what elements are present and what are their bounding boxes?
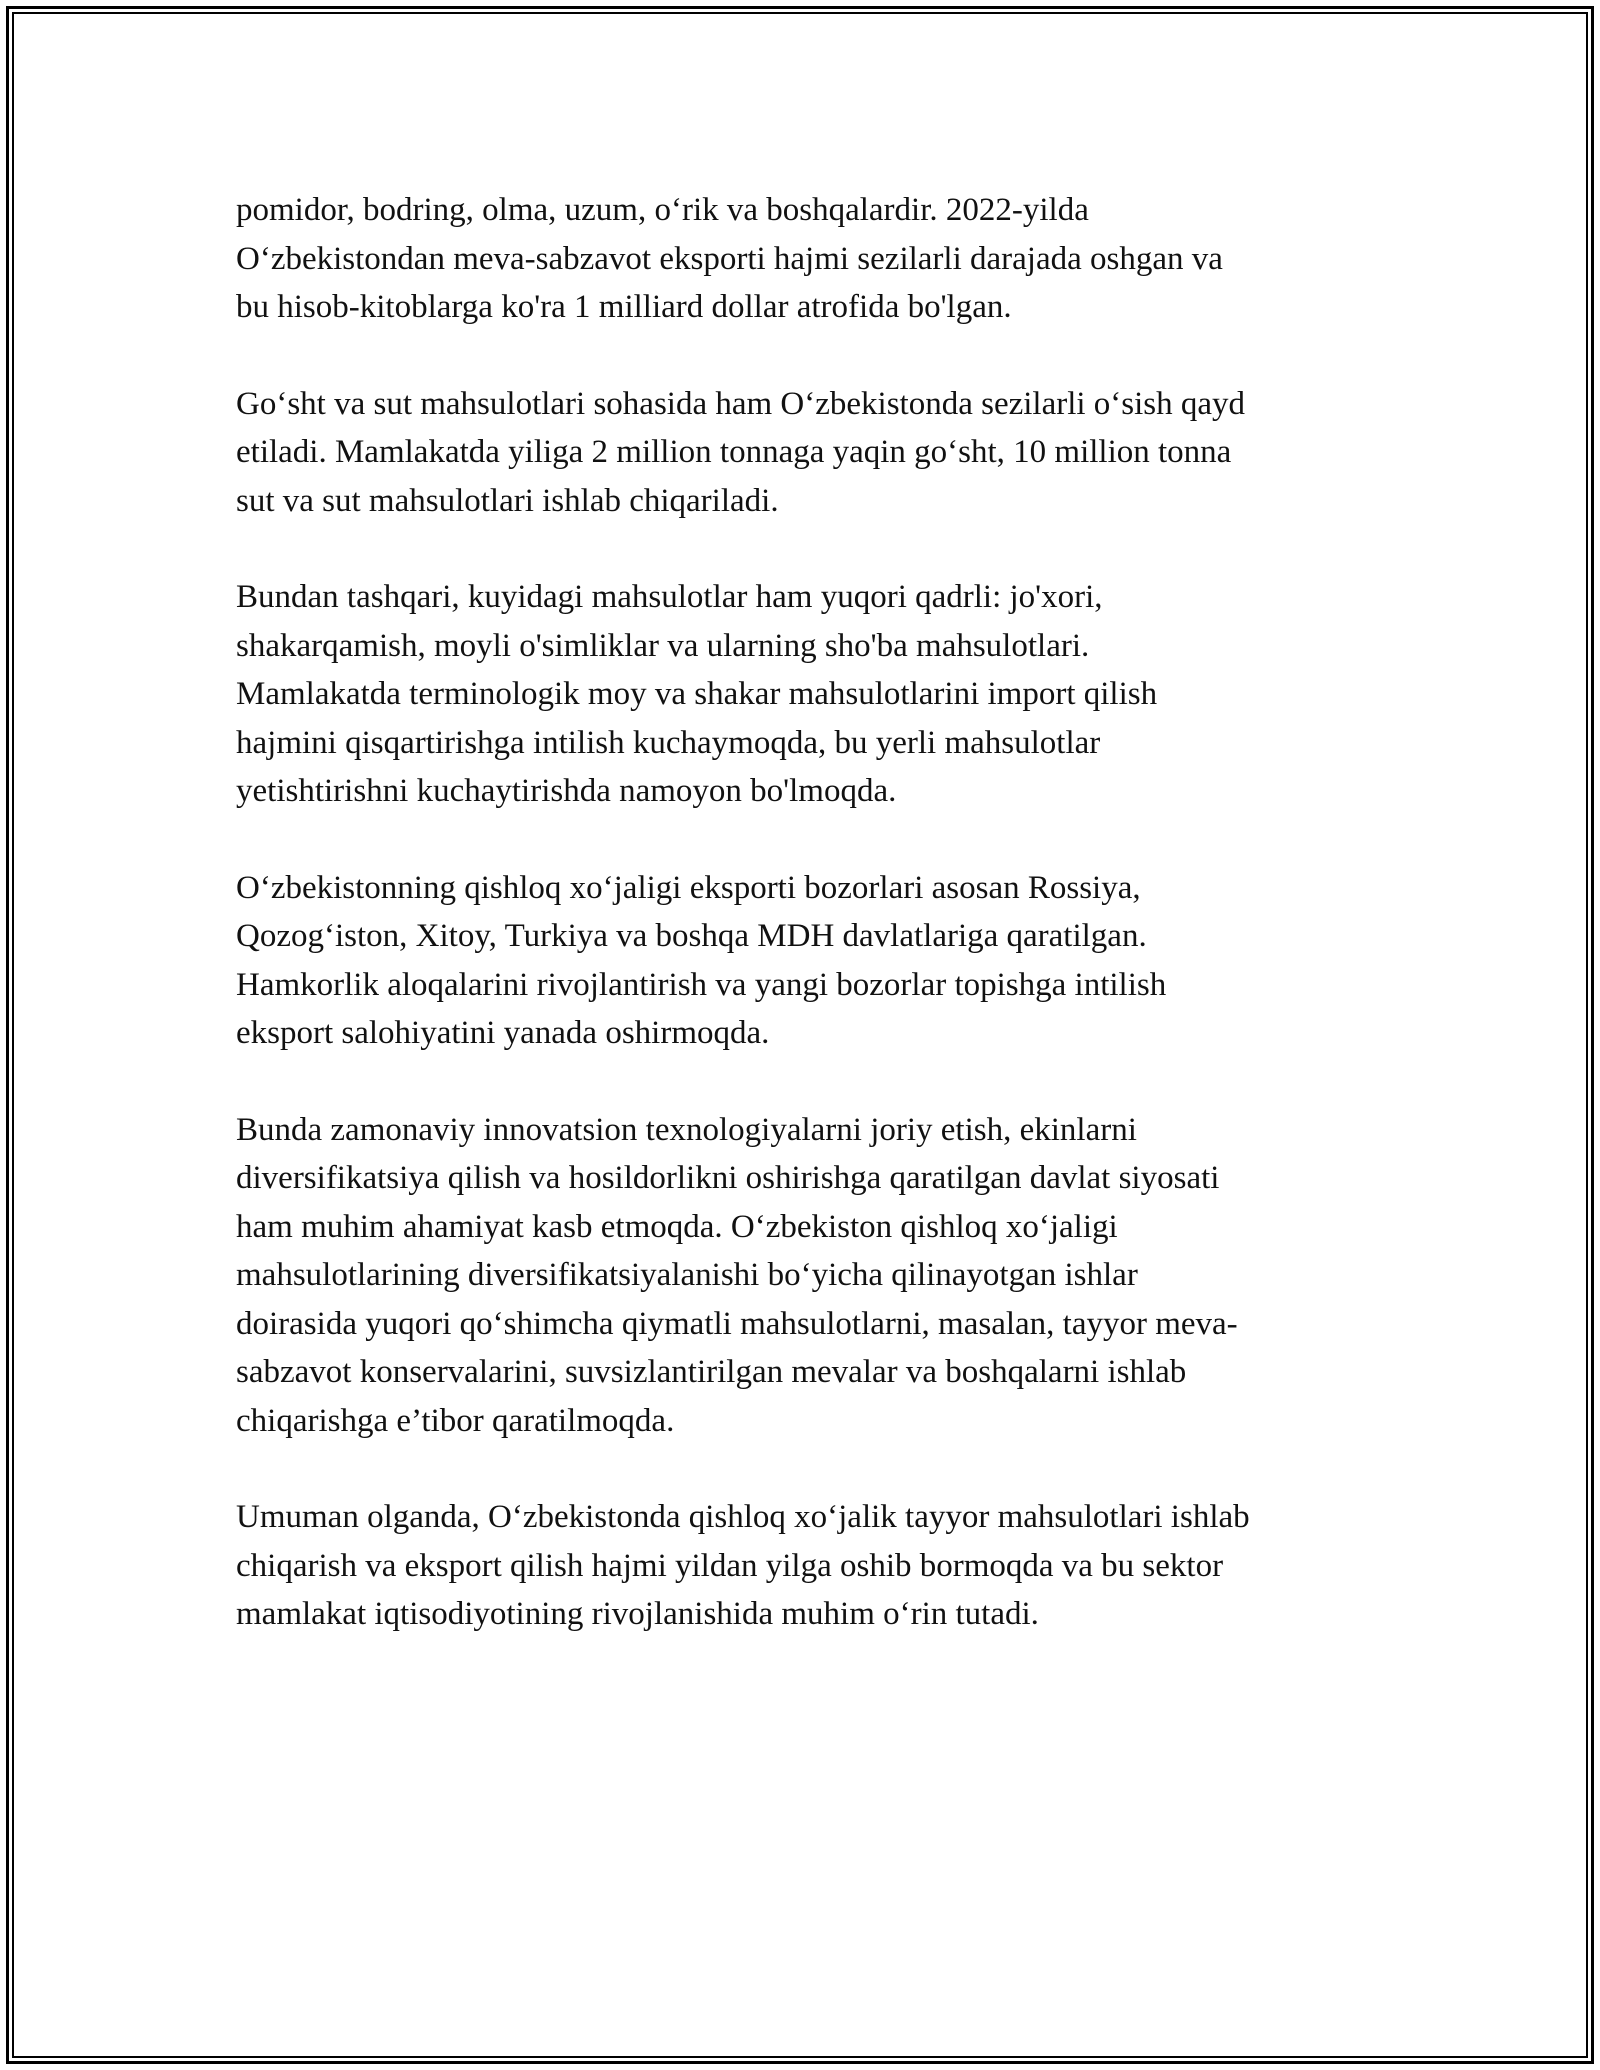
paragraph-conclusion: Umuman olganda, O‘zbekistonda qishloq xo‘jalik tayyor mahsulotlari ishlab chiqarish va eksport qilish hajmi yildan yilga oshib bormoqda va bu sektor mamlakat iqtisodiyotining rivojlanishida muhim o‘rin tutadi. — [236, 1499, 1250, 1632]
paragraph-other-crops: Bundan tashqari, kuyidagi mahsulotlar ham yuqori qadrli: jo'xori, shakarqamish, moyli o'simliklar va ularning sho'ba mahsulotlari. Mamlakatda terminologik moy va shakar mahsulotlarini import qilish hajmini qisqartirishga intilish kuchaymoqda, bu yerli mahsulotlar yetishtirishni kuchaytirishda namoyon bo'lmoqda. — [236, 579, 1158, 809]
document-body — [236, 186, 1366, 1687]
paragraph-innovation-policy: Bunda zamonaviy innovatsion texnologiyalarni joriy etish, ekinlarni diversifikatsiya qilish va hosildorlikni oshirishga qaratilgan davlat siyosati ham muhim ahamiyat kasb etmoqda. O‘zbekiston qishloq xo‘jaligi mahsulotlarining diversifikatsiyalanishi bo‘yicha qilinayotgan ishlar doirasida yuqori qo‘shimcha qiymatli mahsulotlarni, masalan, tayyor meva- sabzavot konservalarini, suvsizlantirilgan mevalar va boshqalarni ishlab chiqarishga e’tibor qaratilmoqda. — [236, 1111, 1238, 1439]
paragraph-export-markets: O‘zbekistonning qishloq xo‘jaligi eksporti bozorlari asosan Rossiya, Qozog‘iston, Xitoy, Turkiya va boshqa MDH davlatlariga qaratilgan. Hamkorlik aloqalarini rivojlantirish va yangi bozorlar topishga intilish eksport salohiyatini yanada oshirmoqda. — [236, 869, 1167, 1051]
paragraph-fruit-vegetable-export: pomidor, bodring, olma, uzum, o‘rik va boshqalardir. 2022-yilda O‘zbekistondan meva-sabzavot eksporti hajmi sezilarli darajada oshgan va bu hisob-kitoblarga ko'ra 1 milliard dollar atrofida bo'lgan. — [236, 192, 1223, 325]
paragraph-meat-dairy: Go‘sht va sut mahsulotlari sohasida ham O‘zbekistonda sezilarli o‘sish qayd etiladi. Mamlakatda yiliga 2 million tonnaga yaqin go‘sht, 10 million tonna sut va sut mahsulotlari ishlab chiqariladi. — [236, 385, 1246, 519]
